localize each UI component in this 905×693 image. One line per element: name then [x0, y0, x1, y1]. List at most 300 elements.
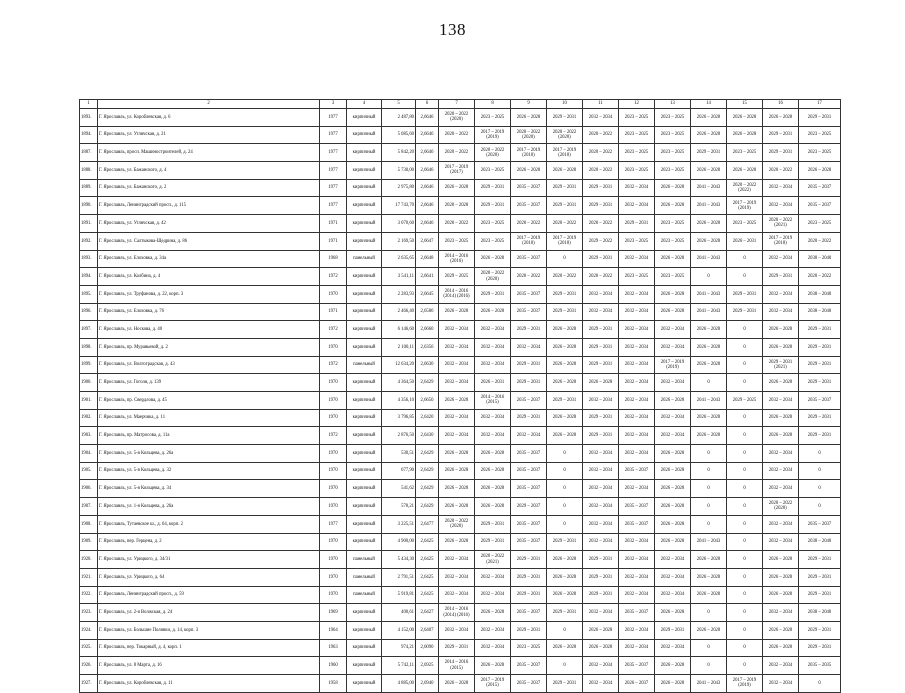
- table-cell: 1924.: [80, 621, 98, 639]
- table-row: [80, 356, 841, 374]
- table-cell: 2029 – 2031: [799, 427, 841, 445]
- table-cell: 2026 – 2028: [655, 515, 691, 533]
- table-row: [80, 126, 841, 144]
- table-cell: 0: [799, 675, 841, 693]
- table-cell: 2029 – 2031: [547, 197, 583, 215]
- table-cell: 1902.: [80, 409, 98, 427]
- table-cell: 0: [691, 639, 727, 657]
- table-cell: 2020 – 2022: [511, 215, 547, 233]
- column-number-cell: 12: [619, 100, 655, 109]
- table-cell: 2026 – 2028: [691, 568, 727, 586]
- table-cell: 2035 – 2037: [619, 657, 655, 675]
- table-cell: Г. Ярославль, ул. Бажанского, д. 4: [98, 162, 320, 180]
- table-cell: 2032 – 2034: [763, 445, 799, 463]
- table-cell: 2026 – 2028: [655, 480, 691, 498]
- table-cell: 2032 – 2034: [763, 179, 799, 197]
- table-cell: 0: [691, 462, 727, 480]
- table-cell: 3 070,60: [382, 215, 416, 233]
- table-cell: 2032 – 2034: [763, 675, 799, 693]
- table-cell: 2020 – 2022 (2020): [511, 126, 547, 144]
- table-cell: 2020 – 2022 (2022): [727, 179, 763, 197]
- table-cell: 0: [727, 374, 763, 392]
- table-cell: 2020 – 2022 (2020): [475, 268, 511, 286]
- table-cell: кирпичный: [347, 215, 382, 233]
- table-cell: 2035 – 2037: [511, 445, 547, 463]
- table-cell: 2035 – 2037: [511, 675, 547, 693]
- table-cell: Г. Ярославль, Ленинградский просп., д. 115: [98, 197, 320, 215]
- table-cell: 2 487,80: [382, 109, 416, 127]
- table-cell: Г. Ярославль, ул. 2-я Волжская, д. 24: [98, 604, 320, 622]
- table-cell: 2,6407: [416, 621, 439, 639]
- table-cell: 2032 – 2034: [511, 338, 547, 356]
- table-cell: Г. Ярославль, ул. Елоховка, д. 34а: [98, 250, 320, 268]
- table-cell: 2035 – 2037: [619, 498, 655, 516]
- table-cell: 2029 – 2031: [511, 321, 547, 339]
- table-cell: Г. Ярославль, ул. 8 Марта, д. 16: [98, 657, 320, 675]
- table-row: [80, 675, 841, 693]
- table-cell: 2032 – 2034: [619, 568, 655, 586]
- table-cell: 2017 – 2019 (2015): [475, 675, 511, 693]
- table-cell: 2026 – 2028: [547, 374, 583, 392]
- table-cell: 2017 – 2019 (2019): [655, 356, 691, 374]
- table-cell: 1977: [320, 109, 347, 127]
- table-cell: 2041 – 2043: [691, 533, 727, 551]
- table-cell: Г. Ярославль, ул. Салтыкова-Щедрина, д. 86: [98, 232, 320, 250]
- table-cell: 1905.: [80, 462, 98, 480]
- table-cell: 2035 – 2037: [799, 179, 841, 197]
- table-cell: 2023 – 2025: [619, 268, 655, 286]
- table-cell: 2026 – 2028: [763, 409, 799, 427]
- table-cell: 2032 – 2034: [475, 338, 511, 356]
- table-row: [80, 551, 841, 569]
- table-cell: кирпичный: [347, 303, 382, 321]
- table-cell: 2035 – 2037: [511, 480, 547, 498]
- table-cell: 541,62: [382, 480, 416, 498]
- table-cell: 2017 – 2019 (2018): [763, 232, 799, 250]
- table-cell: кирпичный: [347, 675, 382, 693]
- table-cell: 0: [727, 551, 763, 569]
- table-cell: 1972: [320, 427, 347, 445]
- table-cell: 1970: [320, 462, 347, 480]
- table-row: [80, 498, 841, 516]
- table-cell: 0: [799, 445, 841, 463]
- table-cell: 2032 – 2034: [619, 621, 655, 639]
- table-cell: 2026 – 2028: [763, 109, 799, 127]
- table-cell: кирпичный: [347, 126, 382, 144]
- table-cell: Г. Ярославль, ул. Волгоградская, д. 43: [98, 356, 320, 374]
- table-cell: 1977: [320, 179, 347, 197]
- table-cell: 2014 – 2016 (2014) (2016): [439, 604, 475, 622]
- table-cell: 2023 – 2025: [799, 126, 841, 144]
- table-cell: 2023 – 2025: [655, 109, 691, 127]
- table-cell: 2032 – 2034: [475, 427, 511, 445]
- table-row: [80, 162, 841, 180]
- table-cell: 2029 – 2031: [547, 285, 583, 303]
- table-cell: 2032 – 2034: [439, 356, 475, 374]
- table-cell: 2032 – 2034: [475, 356, 511, 374]
- table-cell: Г. Ярославль, Ленинградский просп., д. 59: [98, 586, 320, 604]
- table-cell: 2026 – 2028: [583, 639, 619, 657]
- table-cell: 2032 – 2034: [655, 321, 691, 339]
- table-cell: кирпичный: [347, 409, 382, 427]
- table-cell: 2026 – 2028: [799, 162, 841, 180]
- table-cell: 2,6630: [416, 356, 439, 374]
- table-cell: 2029 – 2031: [655, 621, 691, 639]
- table-cell: 2032 – 2034: [439, 409, 475, 427]
- table-cell: кирпичный: [347, 392, 382, 410]
- table-cell: 2032 – 2034: [619, 427, 655, 445]
- table-cell: 0: [547, 480, 583, 498]
- table-cell: 2020 – 2022: [439, 144, 475, 162]
- table-cell: 1892.: [80, 232, 98, 250]
- table-cell: 2029 – 2031: [547, 303, 583, 321]
- table-cell: 2032 – 2034: [655, 427, 691, 445]
- table-cell: 1897.: [80, 321, 98, 339]
- table-cell: 1970: [320, 338, 347, 356]
- table-cell: 2017 – 2019 (2018): [547, 144, 583, 162]
- table-cell: 2,6646: [416, 126, 439, 144]
- table-cell: 2032 – 2034: [619, 445, 655, 463]
- table-cell: 2029 – 2031: [511, 551, 547, 569]
- table-cell: 2020 – 2022: [799, 268, 841, 286]
- column-number-cell: 1: [80, 100, 98, 109]
- table-cell: Г. Ярославль, ул. Большие Полянки, д. 14, корп. 3: [98, 621, 320, 639]
- table-cell: 2026 – 2028: [439, 533, 475, 551]
- table-cell: 5 730,00: [382, 162, 416, 180]
- table-row: [80, 197, 841, 215]
- table-cell: 2026 – 2028: [547, 162, 583, 180]
- table-cell: Г. Ярославль, ул. 5-я Кольцева, д. 26а: [98, 445, 320, 463]
- table-cell: 2 975,80: [382, 179, 416, 197]
- table-cell: 2032 – 2034: [583, 657, 619, 675]
- table-cell: 2029 – 2031: [475, 197, 511, 215]
- table-cell: 2032 – 2034: [583, 480, 619, 498]
- table-cell: 1971: [320, 303, 347, 321]
- table-cell: 2026 – 2028: [439, 498, 475, 516]
- table-cell: 2026 – 2028: [439, 445, 475, 463]
- table-cell: 0: [691, 374, 727, 392]
- table-cell: Г. Ярославль, пер. Герцена, д. 2: [98, 533, 320, 551]
- table-cell: 1963: [320, 639, 347, 657]
- table-cell: 0: [547, 462, 583, 480]
- column-number-cell: 14: [691, 100, 727, 109]
- table-cell: 2026 – 2028: [763, 621, 799, 639]
- table-cell: Г. Ярославль, ул. 5-я Кольцева, д. 34: [98, 480, 320, 498]
- table-cell: кирпичный: [347, 144, 382, 162]
- table-cell: 2032 – 2034: [763, 462, 799, 480]
- table-cell: Г. Ярославль, пер. Токарный, д. 4, корп. 1: [98, 639, 320, 657]
- table-cell: 2032 – 2034: [619, 250, 655, 268]
- table-cell: 1970: [320, 480, 347, 498]
- table-cell: 4 364,50: [382, 374, 416, 392]
- table-cell: 2017 – 2019 (2018): [511, 144, 547, 162]
- table-cell: 2,6430: [416, 427, 439, 445]
- table-row: [80, 338, 841, 356]
- table-cell: 1906.: [80, 480, 98, 498]
- table-cell: 2032 – 2034: [475, 409, 511, 427]
- table-cell: 2026 – 2028: [691, 586, 727, 604]
- table-cell: 1890.: [80, 197, 98, 215]
- table-row: [80, 657, 841, 675]
- table-cell: 2026 – 2028: [439, 675, 475, 693]
- table-cell: 2029 – 2031: [799, 586, 841, 604]
- table-cell: 2026 – 2028: [547, 409, 583, 427]
- column-number-cell: 9: [511, 100, 547, 109]
- table-cell: 2029 – 2031: [547, 109, 583, 127]
- table-cell: 2023 – 2025: [511, 639, 547, 657]
- table-cell: 2032 – 2034: [583, 675, 619, 693]
- table-cell: 2023 – 2025: [799, 215, 841, 233]
- table-cell: 2023 – 2025: [727, 144, 763, 162]
- table-cell: 2026 – 2028: [475, 498, 511, 516]
- table-cell: 2023 – 2025: [475, 162, 511, 180]
- table-cell: 2032 – 2034: [619, 356, 655, 374]
- table-cell: 0: [727, 427, 763, 445]
- table-cell: 2032 – 2034: [655, 568, 691, 586]
- table-cell: 2017 – 2019 (2019): [475, 126, 511, 144]
- table-cell: 0: [691, 480, 727, 498]
- table-cell: 2017 – 2019 (2018): [547, 232, 583, 250]
- table-cell: 2029 – 2031: [511, 586, 547, 604]
- table-cell: 2032 – 2034: [583, 445, 619, 463]
- table-cell: 1970: [320, 568, 347, 586]
- table-cell: 2023 – 2025: [655, 162, 691, 180]
- table-cell: 2029 – 2031: [475, 533, 511, 551]
- table-cell: 2032 – 2034: [619, 480, 655, 498]
- table-cell: 1970: [320, 374, 347, 392]
- table-row: [80, 568, 841, 586]
- table-cell: 2032 – 2034: [619, 586, 655, 604]
- table-cell: 2029 – 2031: [799, 621, 841, 639]
- table-cell: 2023 – 2025: [619, 109, 655, 127]
- table-cell: 1927.: [80, 675, 98, 693]
- table-cell: 2029 – 2031: [727, 303, 763, 321]
- table-cell: 1887.: [80, 144, 98, 162]
- table-cell: 2023 – 2025: [619, 162, 655, 180]
- table-cell: 2026 – 2028: [655, 445, 691, 463]
- table-cell: 0: [691, 445, 727, 463]
- table-cell: 2026 – 2028: [547, 321, 583, 339]
- table-cell: кирпичный: [347, 179, 382, 197]
- table-cell: 2029 – 2031: [547, 604, 583, 622]
- table-cell: 1921.: [80, 568, 98, 586]
- table-cell: 2029 – 2031: [583, 338, 619, 356]
- table-cell: 677,90: [382, 462, 416, 480]
- table-cell: 1909.: [80, 533, 98, 551]
- table-cell: 6 146,60: [382, 321, 416, 339]
- table-cell: 2032 – 2034: [439, 568, 475, 586]
- table-cell: 2026 – 2028: [763, 321, 799, 339]
- table-cell: 2032 – 2034: [763, 197, 799, 215]
- table-cell: 2,6477: [416, 515, 439, 533]
- table-cell: Г. Ярославль, пр. Матросова, д. 11а: [98, 427, 320, 445]
- table-cell: 2029 – 2025: [439, 268, 475, 286]
- table-cell: 0: [547, 250, 583, 268]
- table-cell: 2032 – 2034: [655, 639, 691, 657]
- table-cell: 2029 – 2031: [763, 126, 799, 144]
- table-cell: 2038 – 2040: [799, 285, 841, 303]
- table-row: [80, 427, 841, 445]
- table-cell: 2026 – 2028: [475, 250, 511, 268]
- table-cell: 2035 – 2037: [511, 533, 547, 551]
- table-cell: 1888.: [80, 162, 98, 180]
- table-cell: 1970: [320, 551, 347, 569]
- table-cell: 2026 – 2031: [727, 232, 763, 250]
- table-cell: 1922.: [80, 586, 98, 604]
- table-row: [80, 268, 841, 286]
- table-cell: 2032 – 2034: [763, 657, 799, 675]
- table-cell: 2026 – 2028: [655, 533, 691, 551]
- table-cell: 1900.: [80, 374, 98, 392]
- table-cell: 2026 – 2028: [439, 462, 475, 480]
- table-cell: 974,21: [382, 639, 416, 657]
- table-cell: 2 876,50: [382, 427, 416, 445]
- table-cell: 2032 – 2034: [763, 515, 799, 533]
- table-cell: 5 919,81: [382, 586, 416, 604]
- table-cell: 2014 – 2016 (2016): [439, 250, 475, 268]
- table-cell: 2,6940: [416, 675, 439, 693]
- table-cell: 1970: [320, 498, 347, 516]
- table-cell: 1893.: [80, 250, 98, 268]
- table-cell: 2026 – 2028: [763, 568, 799, 586]
- table-cell: 0: [727, 480, 763, 498]
- table-cell: кирпичный: [347, 533, 382, 551]
- table-cell: 1970: [320, 533, 347, 551]
- table-cell: 2026 – 2028: [475, 480, 511, 498]
- table-cell: 0: [727, 462, 763, 480]
- table-cell: 2023 – 2025: [799, 144, 841, 162]
- table-cell: 2,6646: [416, 144, 439, 162]
- table-cell: 2020 – 2022: [439, 126, 475, 144]
- table-cell: 2026 – 2028: [691, 551, 727, 569]
- table-cell: кирпичный: [347, 374, 382, 392]
- table-cell: 2032 – 2034: [439, 586, 475, 604]
- table-cell: 0: [547, 621, 583, 639]
- table-cell: 1970: [320, 586, 347, 604]
- table-cell: 2023 – 2025: [655, 268, 691, 286]
- table-cell: 2029 – 2031: [691, 144, 727, 162]
- table-cell: 2,6429: [416, 498, 439, 516]
- table-cell: 2026 – 2028: [655, 197, 691, 215]
- table-cell: 0: [727, 604, 763, 622]
- table-cell: 2035 – 2037: [799, 392, 841, 410]
- table-cell: 1898.: [80, 338, 98, 356]
- column-number-cell: 2: [98, 100, 320, 109]
- table-cell: 2,6646: [416, 162, 439, 180]
- table-cell: 2 169,50: [382, 232, 416, 250]
- table-cell: 0: [727, 268, 763, 286]
- table-cell: 2,6646: [416, 179, 439, 197]
- table-cell: Г. Ярославль, ул. Бажанского, д. 2: [98, 179, 320, 197]
- column-number-cell: 3: [320, 100, 347, 109]
- table-row: [80, 621, 841, 639]
- table-cell: 2032 – 2034: [583, 392, 619, 410]
- table-cell: 2023 – 2025: [439, 232, 475, 250]
- table-cell: 2029 – 2031: [583, 356, 619, 374]
- table-cell: кирпичный: [347, 639, 382, 657]
- table-cell: 2041 – 2043: [691, 250, 727, 268]
- table-cell: 2017 – 2019 (2018): [511, 232, 547, 250]
- table-cell: 2023 – 2025: [655, 232, 691, 250]
- table-cell: 2032 – 2034: [619, 533, 655, 551]
- table-cell: 2026 – 2028: [763, 586, 799, 604]
- header-row: [80, 100, 841, 109]
- table-cell: 2026 – 2028: [547, 551, 583, 569]
- table-cell: 2029 – 2031: [799, 109, 841, 127]
- table-cell: 1899.: [80, 356, 98, 374]
- table-cell: 2026 – 2028: [655, 462, 691, 480]
- table-cell: 2026 – 2028: [511, 162, 547, 180]
- table-cell: 1960: [320, 657, 347, 675]
- table-cell: 2026 – 2028: [511, 109, 547, 127]
- table-cell: Г. Ярославль, пр. Муравьевой, д. 2: [98, 338, 320, 356]
- table-cell: панельный: [347, 586, 382, 604]
- table-cell: 2026 – 2028: [655, 250, 691, 268]
- table-cell: 2026 – 2028: [547, 586, 583, 604]
- table-row: [80, 144, 841, 162]
- table-cell: 2032 – 2034: [475, 586, 511, 604]
- table-cell: панельный: [347, 356, 382, 374]
- table-cell: 2026 – 2028: [655, 604, 691, 622]
- table-cell: 2035 – 2037: [511, 657, 547, 675]
- table-cell: 400,61: [382, 604, 416, 622]
- table-cell: 2023 – 2025: [475, 232, 511, 250]
- table-cell: 1971: [320, 215, 347, 233]
- table-cell: 2041 – 2043: [691, 197, 727, 215]
- table-cell: кирпичный: [347, 162, 382, 180]
- table-cell: 2032 – 2034: [619, 551, 655, 569]
- table-cell: 2032 – 2034: [583, 462, 619, 480]
- table-cell: 2020 – 2022 (2021): [763, 215, 799, 233]
- table-cell: 530,51: [382, 445, 416, 463]
- table-cell: 1964: [320, 621, 347, 639]
- table-cell: 2029 – 2031: [547, 675, 583, 693]
- table-cell: 2032 – 2034: [619, 392, 655, 410]
- table-cell: 2020 – 2022: [583, 162, 619, 180]
- table-row: [80, 533, 841, 551]
- table-cell: 2029 – 2031: [547, 533, 583, 551]
- table-cell: 2032 – 2034: [763, 480, 799, 498]
- table-cell: 2032 – 2034: [439, 321, 475, 339]
- table-cell: 2026 – 2028: [763, 427, 799, 445]
- table-cell: панельный: [347, 568, 382, 586]
- table-row: [80, 303, 841, 321]
- table-cell: 1925.: [80, 639, 98, 657]
- table-cell: 2029 – 2031: [583, 427, 619, 445]
- table-cell: 2023 – 2025: [619, 232, 655, 250]
- table-cell: 1920.: [80, 551, 98, 569]
- table-cell: 2023 – 2025: [655, 144, 691, 162]
- table-cell: 2,6645: [416, 285, 439, 303]
- table-cell: 2 466,40: [382, 303, 416, 321]
- table-cell: 2020 – 2022: [583, 144, 619, 162]
- table-cell: 0: [727, 356, 763, 374]
- table-cell: 2020 – 2022 (2020): [439, 109, 475, 127]
- table-cell: 2041 – 2043: [691, 303, 727, 321]
- table-cell: 2032 – 2034: [619, 321, 655, 339]
- table-row: [80, 639, 841, 657]
- table-cell: 2035 – 2037: [511, 462, 547, 480]
- table-cell: 3 796,85: [382, 409, 416, 427]
- table-cell: 0: [727, 445, 763, 463]
- table-cell: 0: [799, 480, 841, 498]
- table-cell: 2029 – 2031: [583, 568, 619, 586]
- table-cell: кирпичный: [347, 480, 382, 498]
- table-cell: 2020 – 2022: [583, 268, 619, 286]
- table-cell: 1977: [320, 126, 347, 144]
- table-row: [80, 215, 841, 233]
- table-cell: 2029 – 2031: [511, 621, 547, 639]
